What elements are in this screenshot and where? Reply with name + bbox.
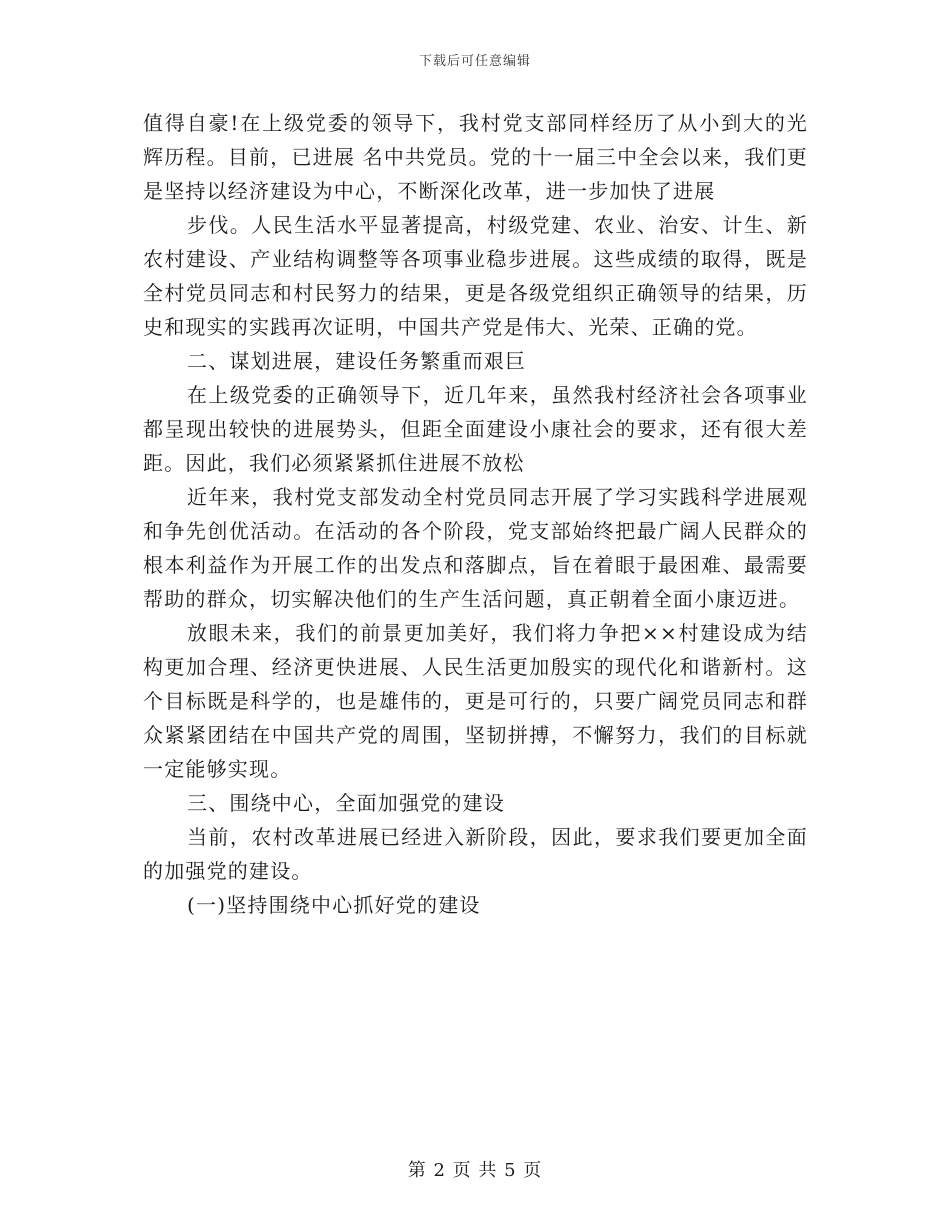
- paragraph: 放眼未来，我们的前景更加美好，我们将力争把××村建设成为结构更加合理、经济更快进展、人民生活更加殷实的现代化和谐新村。这个目标既是科学的，也是雄伟的，更是可行的，只要广阔党员同志和群众紧紧团结在中国共产党的周围，坚韧拼搏，不懈努力，我们的目标就一定能够实现。: [143, 621, 808, 781]
- paragraph: 在上级党委的正确领导下，近几年来，虽然我村经济社会各项事业都呈现出较快的进展势头，但距全面建设小康社会的要求，还有很大差距。因此，我们必须紧紧抓住进展不放松: [143, 383, 808, 475]
- subsection-heading: (一)坚持围绕中心抓好党的建设: [187, 893, 481, 917]
- paragraph: 当前，农村改革进展已经进入新阶段，因此，要求我们要更加全面的加强党的建设。: [143, 825, 808, 883]
- page-header: 下载后可任意编辑: [418, 54, 531, 69]
- paragraph: 近年来，我村党支部发动全村党员同志开展了学习实践科学进展观和争先创优活动。在活动的各个阶段，党支部始终把最广阔人民群众的根本利益作为开展工作的出发点和落脚点，旨在着眼于最困难、最需要帮助的群众，切实解决他们的生产生活问题，真正朝着全面小康迈进。: [143, 485, 808, 611]
- section-heading: 三、围绕中心，全面加强党的建设: [187, 791, 505, 815]
- document-body: [143, 106, 808, 922]
- page-number-footer: 第 2 页 共 5 页: [407, 1160, 543, 1181]
- section-heading: 二、谋划进展，建设任务繁重而艰巨: [187, 349, 527, 373]
- paragraph: 值得自豪!在上级党委的领导下，我村党支部同样经历了从小到大的光辉历程。目前，已进展 名中共党员。党的十一届三中全会以来，我们更是坚持以经济建设为中心，不断深化改革，进一步加快了进展: [143, 111, 808, 203]
- paragraph: 步伐。人民生活水平显著提高，村级党建、农业、治安、计生、新农村建设、产业结构调整等各项事业稳步进展。这些成绩的取得，既是全村党员同志和村民努力的结果，更是各级党组织正确领导的结果，历史和现实的实践再次证明，中国共产党是伟大、光荣、正确的党。: [143, 213, 808, 339]
